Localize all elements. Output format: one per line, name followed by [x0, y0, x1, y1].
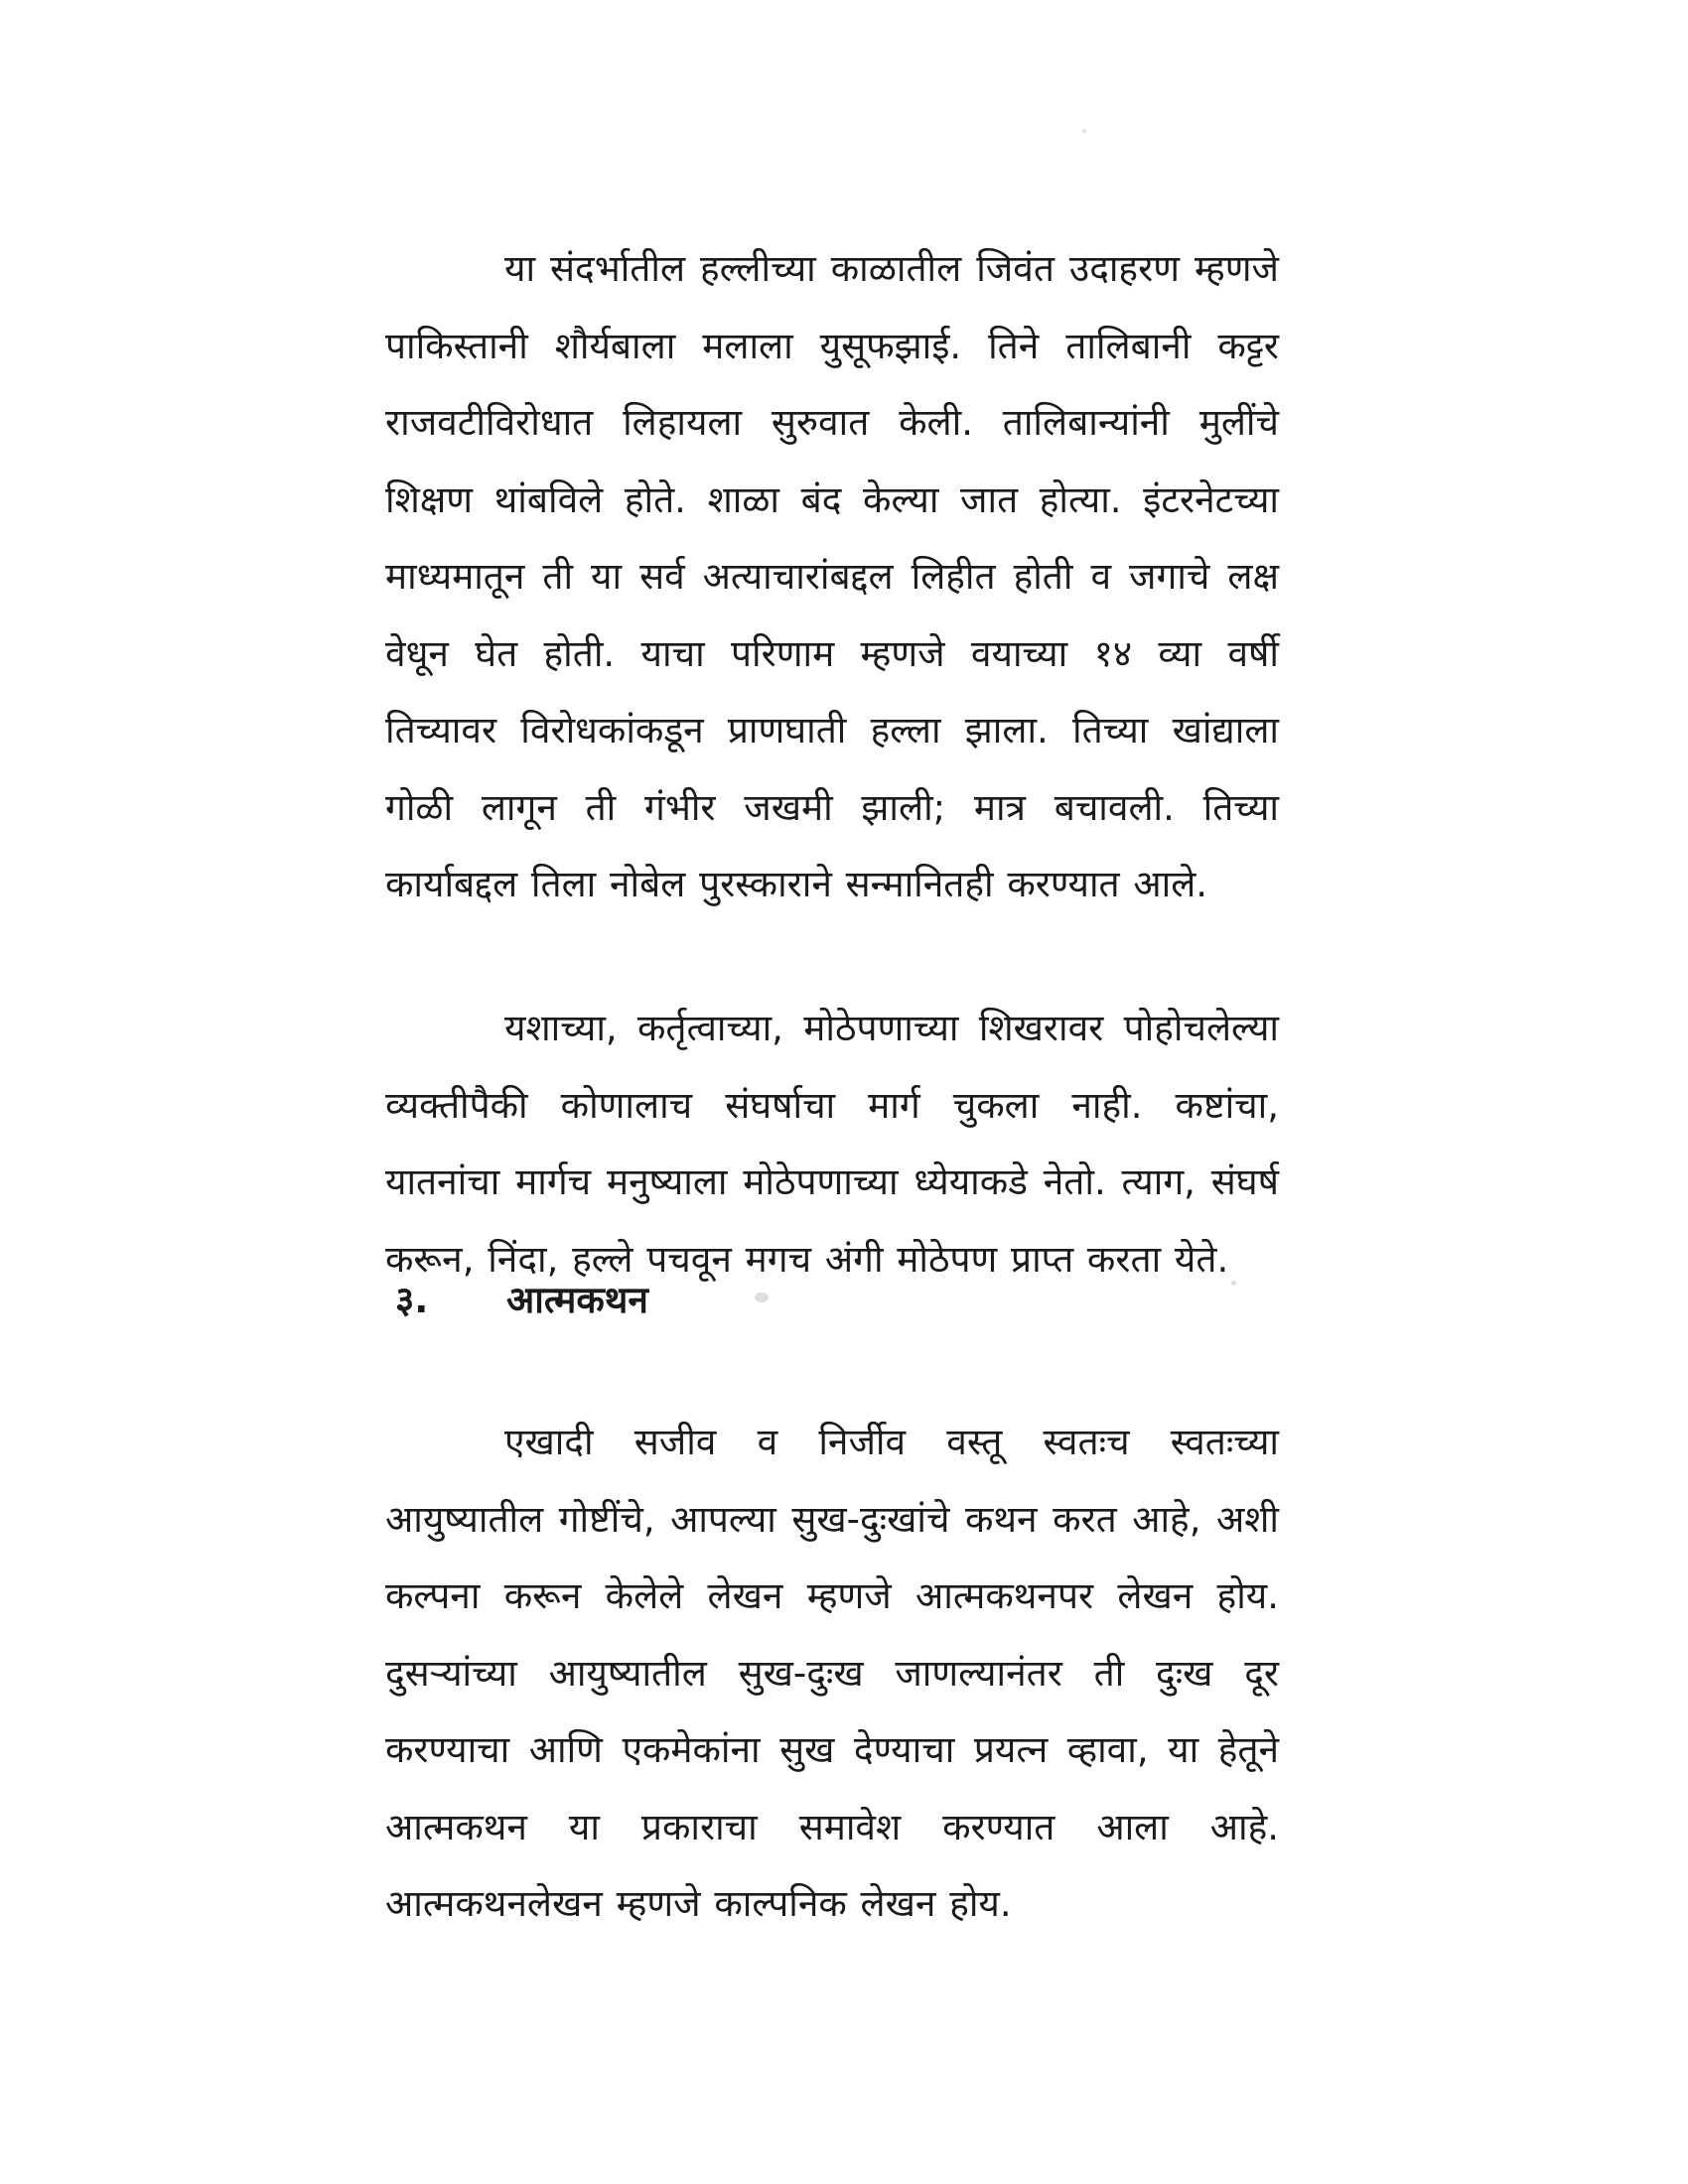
section-title: आत्मकथन [506, 1279, 648, 1321]
paragraph-autobiography-definition: एखादी सजीव व निर्जीव वस्तू स्वतःच स्वतःच्या आयुष्यातील गोष्टींचे, आपल्या सुख-दुःखांचे कथन करत आहे, अशी कल्पना करून केलेले लेखन म्हणजे आत्मकथनपर लेखन होय. दुसऱ्यांच्या आयुष्यातील सुख-दुःख जाणल्यानंतर ती दुःख दूर करण्याचा आणि एकमेकांना सुख देण्याचा प्रयत्न व्हावा, या हेतूने आत्मकथन या प्रकाराचा समावेश करण्यात आला आहे. आत्मकथनलेखन म्हणजे काल्पनिक लेखन होय. [385, 1421, 1279, 1925]
section-heading [395, 1261, 648, 1340]
scan-speck [755, 1293, 769, 1302]
section-number: ३. [395, 1279, 429, 1321]
scan-speck [1082, 129, 1086, 133]
paragraph-malala-example: या संदर्भातील हल्लीच्या काळातील जिवंत उदाहरण म्हणजे पाकिस्तानी शौर्यबाला मलाला युसूफझाई. तिने तालिबानी कट्टर राजवटीविरोधात लिहायला सुरुवात केली. तालिबान्यांनी मुलींचे शिक्षण थांबविले होते. शाळा बंद केल्या जात होत्या. इंटरनेटच्या माध्यमातून ती या सर्व अत्याचारांबद्दल लिहीत होती व जगाचे लक्ष वेधून घेत होती. याचा परिणाम म्हणजे वयाच्या १४ व्या वर्षी तिच्यावर विरोधकांकडून प्राणघाती हल्ला झाला. तिच्या खांद्याला गोळी लागून ती गंभीर जखमी झाली; मात्र बचावली. तिच्या कार्याबद्दल तिला नोबेल पुरस्काराने सन्मानितही करण्यात आले. [385, 247, 1279, 905]
paragraph-struggle-greatness: यशाच्या, कर्तृत्वाच्या, मोठेपणाच्या शिखरावर पोहोचलेल्या व्यक्तीपैकी कोणालाच संघर्षाचा मार्ग चुकला नाही. कष्टांचा, यातनांचा मार्गच मनुष्याला मोठेपणाच्या ध्येयाकडे नेतो. त्याग, संघर्ष करून, निंदा, हल्ले पचवून मगच अंगी मोठेपण प्राप्त करता येते. [385, 1007, 1279, 1281]
scan-speck [1231, 1281, 1236, 1286]
